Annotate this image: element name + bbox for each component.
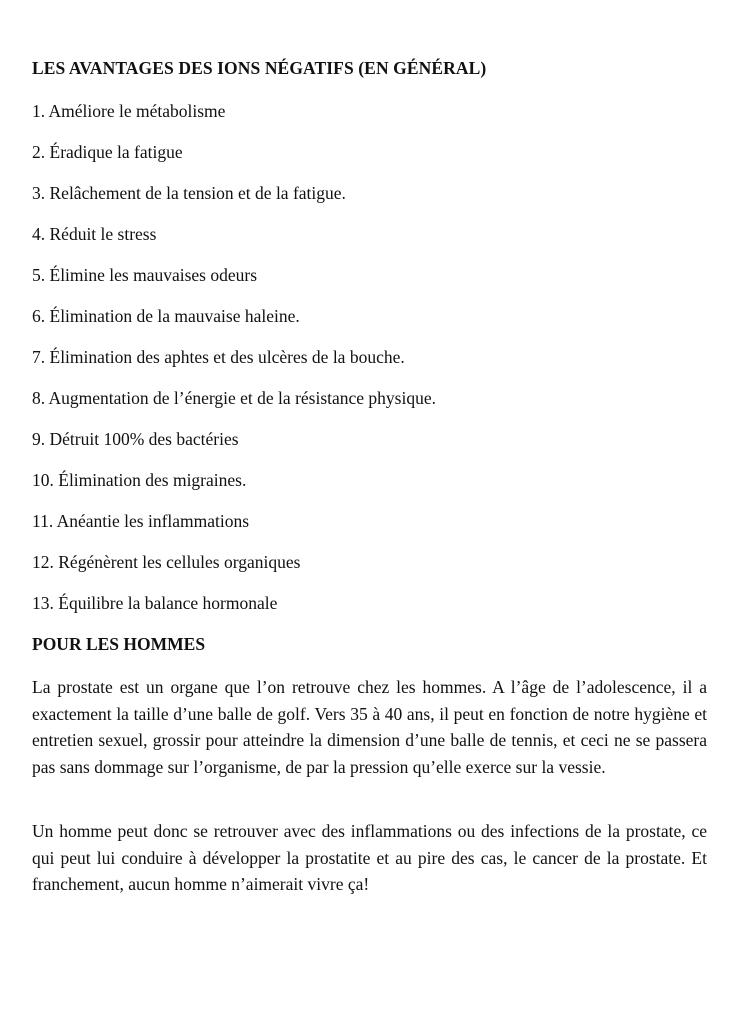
list-item: 1. Améliore le métabolisme — [32, 101, 226, 121]
list-item: 3. Relâchement de la tension et de la fatigue. — [32, 183, 346, 203]
list-item: 11. Anéantie les inflammations — [32, 511, 250, 531]
benefits-list — [32, 99, 436, 632]
page-title: LES AVANTAGES DES IONS NÉGATIFS (EN GÉNÉRAL) — [32, 58, 487, 78]
list-item: 6. Élimination de la mauvaise haleine. — [32, 306, 300, 326]
paragraph: La prostate est un organe que l’on retrouve chez les hommes. A l’âge de l’adolescence, il a exactement la taille d’une balle de golf. Vers 35 à 40 ans, il peut en fonction de notre hygiène et entretien sexuel, grossir pour atteindre la dimension d’une balle de tennis, et ceci ne se passera pas sans dommage sur l’organisme, de par la pression qu’elle exerce sur la vessie. — [32, 677, 707, 777]
list-item: 7. Élimination des aphtes et des ulcères de la bouche. — [32, 347, 405, 367]
list-item: 9. Détruit 100% des bactéries — [32, 429, 239, 449]
list-item: 2. Éradique la fatigue — [32, 142, 183, 162]
section-title: POUR LES HOMMES — [32, 634, 206, 654]
list-item: 10. Élimination des migraines. — [32, 470, 247, 490]
list-item: 12. Régénèrent les cellules organiques — [32, 552, 301, 572]
list-item: 8. Augmentation de l’énergie et de la résistance physique. — [32, 388, 436, 408]
list-item: 13. Équilibre la balance hormonale — [32, 593, 278, 613]
paragraph: Un homme peut donc se retrouver avec des inflammations ou des infections de la prostate, ce qui peut lui conduire à développer la prostatite et au pire des cas, le cancer de la prostate. Et franchement, aucun homme n’aimerait vivre ça! — [32, 821, 707, 894]
list-item: 5. Élimine les mauvaises odeurs — [32, 265, 258, 285]
list-item: 4. Réduit le stress — [32, 224, 157, 244]
